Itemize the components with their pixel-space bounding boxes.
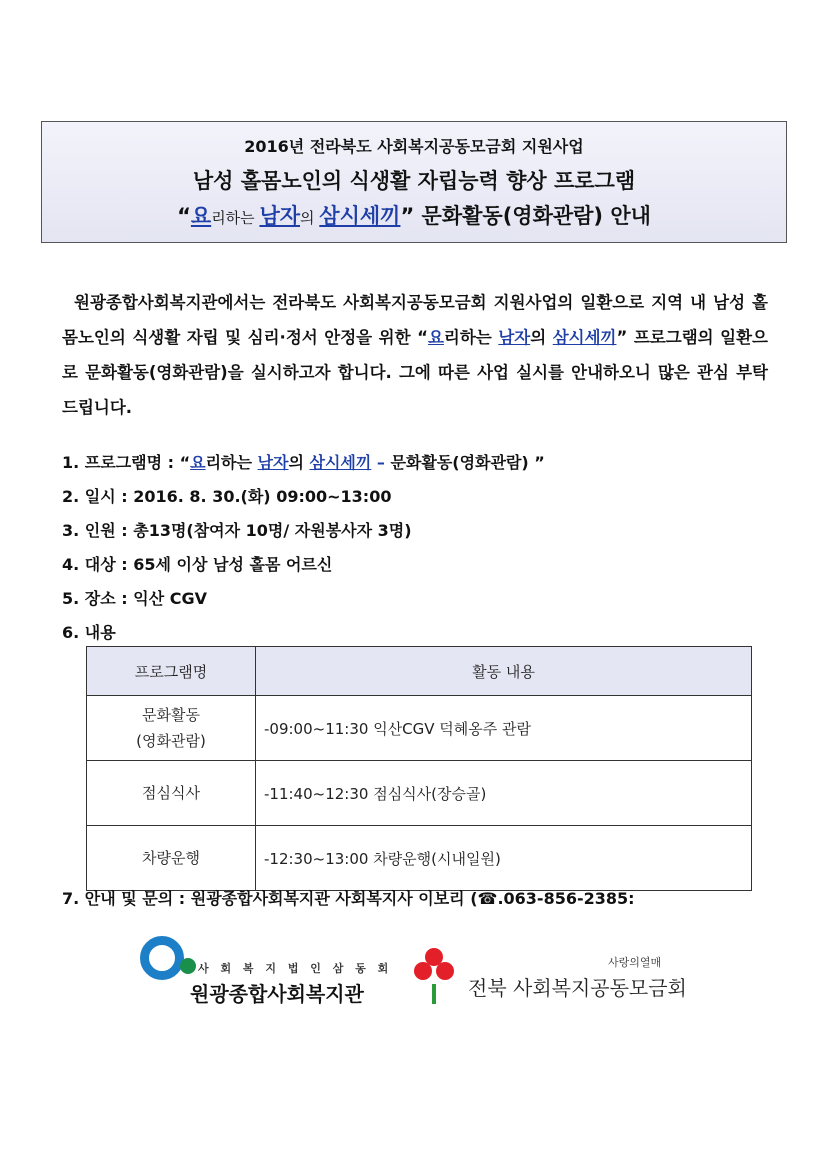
schedule-table	[86, 646, 752, 891]
item1-highlight-namja: 남자	[257, 453, 289, 472]
highlight-namja: 남자	[259, 204, 301, 228]
item-program-name	[62, 450, 782, 484]
fund-name: 전북 사회복지공동모금회	[468, 976, 687, 1000]
item-datetime: 2. 일시 : 2016. 8. 30.(화) 09:00~13:00	[62, 487, 392, 506]
intro-highlight-yo: 요	[427, 328, 444, 347]
cell-program	[87, 696, 256, 761]
community-chest-logo	[412, 944, 702, 1008]
wonkwang-logo	[140, 934, 393, 1006]
title-suffix: ” 문화활동(영화관람) 안내	[400, 204, 651, 228]
open-quote: “	[177, 204, 191, 228]
table-row	[87, 826, 752, 891]
text-ri: 리하는	[211, 209, 260, 227]
wonkwang-subtitle: 사 회 복 지 법 인 삼 동 회	[198, 962, 393, 975]
title-line-program: 남성 홀몸노인의 식생활 자립능력 향상 프로그램	[192, 169, 636, 193]
details-list	[62, 450, 782, 654]
table-row	[87, 696, 752, 761]
program-name-line2: (영화관람)	[136, 732, 206, 750]
intro-paragraph	[62, 285, 768, 425]
cell-activity: -12:30~13:00 차량운행(시내일원)	[256, 826, 752, 891]
intro-text-ri: 리하는	[443, 328, 499, 347]
col-header-program: 프로그램명	[87, 647, 256, 696]
item-participants: 3. 인원 : 총13명(참여자 10명/ 자원봉사자 3명)	[62, 521, 412, 540]
table-header-row	[87, 647, 752, 696]
col-header-activity: 활동 내용	[256, 647, 752, 696]
highlight-yo: 요	[190, 204, 212, 228]
cell-program: 차량운행	[87, 826, 256, 891]
program-name-line1: 문화활동	[142, 706, 200, 724]
intro-highlight-samsi: 삼시세끼	[552, 328, 617, 347]
item-location: 5. 장소 : 익산 CGV	[62, 589, 207, 608]
item1-prefix: 1. 프로그램명 : “	[62, 453, 191, 472]
table-row	[87, 761, 752, 826]
title-box	[41, 121, 787, 243]
intro-text-1: 원광종합사회복지관에서는 전라북도 사회복지공동모금회 지원사업의 일환으로 지역 내 남성 홀몸노인의 식생활 자립 및 심리·정서 안정을 위한 “	[62, 293, 768, 347]
item1-highlight-samsi: 삼시세끼	[309, 453, 372, 472]
highlight-samsi: 삼시세끼	[319, 204, 401, 228]
item1-highlight-yo: 요	[190, 453, 206, 472]
intro-highlight-namja: 남자	[498, 328, 531, 347]
text-ui: 의	[300, 209, 320, 227]
contact-info: 7. 안내 및 문의 : 원광종합사회복지관 사회복지사 이보리 (☎.063-856-2385:	[62, 889, 635, 908]
title-line-sponsor: 2016년 전라북도 사회복지공동모금회 지원사업	[244, 137, 584, 156]
item-contents: 6. 내용	[62, 623, 116, 642]
intro-text-2: ” 프로그램의 일환으로 문화활동(영화관람)을 실시하고자 합니다. 그에 따른 사업 실시를 안내하오니 많은 관심 부탁드립니다.	[62, 328, 768, 417]
wonkwang-dot-icon	[180, 958, 196, 974]
wonkwang-name: 원광종합사회복지관	[190, 982, 364, 1006]
wonkwang-ring-icon	[140, 936, 184, 980]
cell-program: 점심식사	[87, 761, 256, 826]
item1-dash: –	[371, 453, 391, 472]
intro-text-ui: 의	[530, 328, 553, 347]
item-target: 4. 대상 : 65세 이상 남성 홀몸 어르신	[62, 555, 333, 574]
item1-text-ri: 리하는	[205, 453, 258, 472]
item1-suffix: 문화활동(영화관람) ”	[390, 453, 545, 472]
cell-activity: -09:00~11:30 익산CGV 덕혜옹주 관람	[256, 696, 752, 761]
item1-text-ui: 의	[288, 453, 310, 472]
cell-activity: -11:40~12:30 점심식사(장승골)	[256, 761, 752, 826]
fund-tagline: 사랑의열매	[608, 956, 662, 969]
title-line-event	[42, 200, 786, 230]
